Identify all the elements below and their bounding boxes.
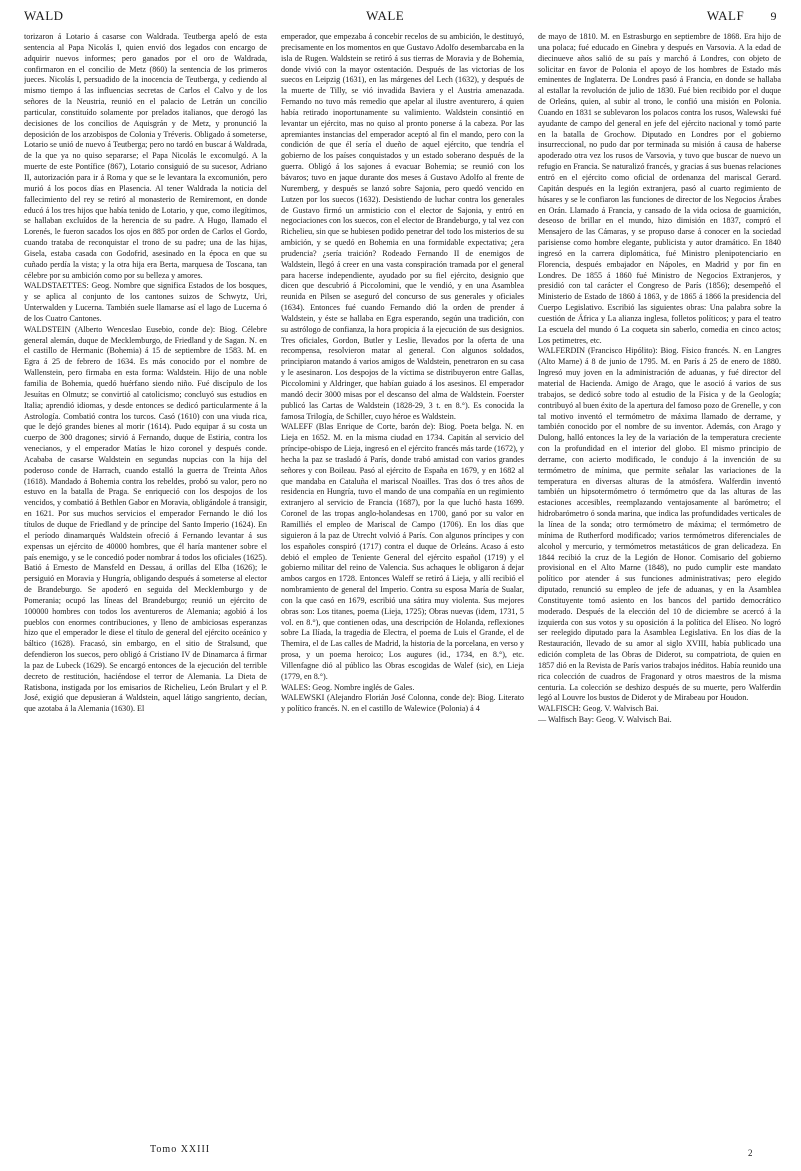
entry-walfisch-bay: — Walfisch Bay: Geog. V. Walvisch Bai. xyxy=(538,715,672,725)
running-header xyxy=(24,8,777,28)
entry-walewski: WALEWSKI (Alejandro Florián José Colonna, conde de): Biog. Literato y político francés. N. en el castillo de Walewice (Polonia) á 4 xyxy=(281,693,524,714)
entry-waleff: WALEFF (Blas Enrique de Corte, barón de): Biog. Poeta belga. N. en Lieja en 1652. M. en la misma ciudad en 1734. Capitán al servicio del príncipe-obispo de Lieja, ingresó en el ejército francés más tarde (1672), y hecha la paz se trasladó á París, donde trabó amistad con varios grandes señores y con Boileau. Pasó al ejército de España en 1679, y en 1682 al que mandaba en Cataluña el mariscal Noailles. Tras dos ó tres años de residencia en Hungría, tuvo el mando de una compañía en un regimiento extranjero al servicio de Francia (1687), por la que luchó hasta 1699. Coronel de las tropas anglo-holandesas en 1700, ganó por su valor en Ramilliés el empleo de Mariscal de Campo (1706). En los días que siguieron á la paz de Utrecht volvió á París. Con algunos príncipes y con los españoles conspiró (1717) contra el duque de Orleáns. Acaso á esto debió el empleo de Teniente General del ejército español (1719) y el gobierno militar del reino de Valencia. Sus achaques le obligaron á dejar ambos cargos en 1728. Entonces Waleff se retiró á Lieja, y allí recibió el nombramiento de general del Imperio. Contra su esposa María de Sualar, con la que casó en 1679, escribió una sátira muy violenta. Sus mejores obras son: Los titanes, poema (Lieja, 1725); Obras nuevas (idem, 1731, 5 vol. en 8.°), que contienen odas, una descripción de Holanda, reflexiones sobre La Ilíada, la tragedia de Electra, el poema de Luis el Grande, el de Themira, el de Las calles de Madrid, la historia de la porcelana, en verso y prosa, y un poema heroico; Los augures (id., 1734, en 8.°), etc. Villenfagne dió al público las Obras escogidas de Walef (sic), en Lieja (1779, en 8.°). xyxy=(281,422,524,681)
entry-waldrada-continued: torizaron á Lotario á casarse con Waldrada. Teutberga apeló de esta sentencia al Papa Nicolás I, quien envió dos legados con encargo de adquirir nuevos informes; pero ganados por el oro de Waldrada, confirmaron en el concilio de Metz (860) la sentencia de los primeros jueces. Nicolás I, persuadido de la inocencia de Teutberga, y cediendo al mismo tiempo á las influencias secretas de Carlos el Calvo y de los señores de la Neustria, reunió en el palacio de Letrán un concilio particular, constituído solamente por prelados italianos, que derogó las decisiones de los concilios de Aquisgrán y de Metz, y pronunció la deposición de los arzobispos de Colonia y Tréveris. Obligado á someterse, Lotario se unió de nuevo á Teutberga; pero no tardó en buscar á Waldrada, de la que ya no quiso separarse; el Papa Nicolás le excomulgó. A la muerte de este Pontífice (867), Lotario consiguió de su sucesor, Adriano II, autorización para ir á Roma y que se le levantara la excomunión, pero murió á los pocos días en Plasencia. Al tener Waldrada la noticia del fallecimiento del rey se retiró al monasterio de Remiremont, en donde educó á los tres hijos que había tenido de Lotario, y que, como ilegítimos, se hallaban excluídos de la herencia de su padre. A Hugo, llamado el Lorenés, le fueron sacados los ojos en 885 por orden de Carlos el Gordo, cuando trataba de reconquistar el trono de su padre; una de las hijas, Gisela, estaba casada con Godofrid, asesinado en la época en que su cuñado perdía la vista; y la otra hija era Berta, marquesa de Toscana, tan célebre por su ambición como por su belleza y amores. xyxy=(24,32,267,280)
entry-waldstein-continued: emperador, que empezaba á concebir recelos de su ambición, le destituyó, precisamente en los momentos en que Gustavo Adolfo desembarcaba en la isla de Rugen. Waldstein se retiró á sus tierras de Moravia y de Bohemia, donde vivió con la mayor ostentación. Después de las victorias de los suecos en Leipzig (1631), en las márgenes del Lech (1632), y después de la muerte de Tilly, se vió invadida Baviera y el Austria amenazada. Fernando no tuvo más remedio que apelar al ilustre aventurero, á quien había retirado inoportunamente su valimiento. Waldstein consintió en levantar un ejército, mas no quiso al pronto ponerse á la cabeza. Por las apremiantes instancias del emperador aceptó al fin el mando, pero con la condición de que él sería el dueño de aquel ejército, que tendría el gobierno de los países conquistados y un estado soberano después de la guerra. Obligó á los sajones á evacuar Bohemia; se reunió con los bávaros; tuvo en jaque durante dos meses á Gustavo Adolfo al frente de Nuremberg, y después se lanzó sobre Sajonia, pero quedó vencido en Lutzen por los suecos (1632). Desistiendo de luchar contra los generales de Gustavo firmó un armisticio con el elector de Sajonia, y entró en negociaciones con los suecos, con el elector de Brandeburgo, y tal vez con Richelieu, sin que se hubiesen podido penetrar del todo los misterios de su ambición, y se quedó en Bohemia en una formidable expectativa; ¿era prudencia? ¿sería traición? Rodeado Fernando II de enemigos de Waldstein, llegó á creer en una vasta conspiración tramada por el general para hacerse independiente, ayudado por su fiel ejército, designio que dicen que descubrió á Piccolomini, que le vendió, y en una Asamblea reunida en Pilsen se aseguró del concurso de sus generales y oficiales (1634). Entonces fué cuando Fernando dió la orden de prender á Waldstein, y éste se hallaba en Egra esperando, según una tradición, con su astrólogo de confianza, la hora propicia á la ejecución de sus designios. Tres oficiales, Gordon, Butler y Leslie, llevados por la oferta de una recompensa, resolvieron matar al general. Con algunos soldados, principiaron matando á varios amigos de Waldstein, penetraron en su casa y le asesinaron. Los despojos de la víctima se distribuyeron entre Gallas, Piccolomini y Aldringer, que habían guiado á los asesinos. El emperador mandó decir 3000 misas por el descanso del alma de Waldstein. Foerster publicó las Cartas de Waldstein (1828-29, 3 t. en 8.°). Es conocida la famosa Trilogía, de Schiller, cuyo héroe es Waldstein. xyxy=(281,32,524,421)
page-number: 9 xyxy=(770,9,777,23)
header-left-word: WALD xyxy=(24,8,64,23)
entry-wales: WALES: Geog. Nombre inglés de Gales. xyxy=(281,682,415,692)
signature-mark: 2 xyxy=(748,1148,753,1158)
text-columns xyxy=(24,32,781,1153)
column-left xyxy=(24,32,267,1153)
column-middle xyxy=(281,32,524,1153)
header-right-word: WALF xyxy=(706,8,745,23)
column-right xyxy=(538,32,781,1153)
entry-walferdin: WALFERDIN (Francisco Hipólito): Biog. Físico francés. N. en Langres (Alto Marne) á 8 de junio de 1795. M. en París á 25 de enero de 1880. Ingresó muy joven en la administración de aduanas, y fué director del material de Hacienda. Amigo de Arago, que le asoció á varios de sus trabajos, se dedicó sobre todo al estudio de la Física y de la Geología; contribuyó al buen éxito de la apertura del famoso pozo de Grenelle, y con tal motivo inventó el termómetro de máxima llamado de derrame, y también conocido por el nombre de su inventor. Además, con Arago y Dulong, halló entonces la ley de la variación de la temperatura creciente con la profundidad en el interior del globo. El mismo principio de derrame, con acierto modificado, le condujo á la invención de su termómetro de mínima, que permite señalar las variaciones de la temperatura en diversas alturas de la atmósfera. Walferdin inventó también un hipsotermómetro ó termómetro que da las alturas de las estaciones accesibles, reemplazando ventajosamente al barómetro; el hidrobarómetro ó sonda marina, que indica las profundidades verticales de la línea de la sonda; otro termómetro de máxima; el termómetro de mínima de Rutherford modificado; varios termómetros diferenciales de alcohol y mercurio, y termómetros metastáticos de gran delicadeza. En 1844 recibió la cruz de la Legión de Honor. Comisario del gobierno provisional en el Alto Marne (1848), no pudo cumplir este mandato político por atender á sus funciones administrativas; pero elegido diputado, renunció su empleo de jefe de aduanas, y en la Asamblea Constituyente tomó asiento en los bancos del partido democrático moderado. Después de la elección del 10 de diciembre se acercó á la izquierda con sus votos y su oposición á la política del Elíseo. No logró ser reelegido diputado para la Asamblea Legislativa. En los días de la Restauración, llevado de su amor al siglo XVIII, había publicado una edición completa de las Obras de Diderot, su compatriota, de quien en 1857 dió en la Revista de París varios trabajos inéditos. Había reunido una rica colección de cuadros de Fragonard y otros maestros de la misma centuria. La colección se deshizo después de su muerte, pero Walferdin legó al Louvre los bustos de Diderot y de Mirabeau por Houdon. xyxy=(538,346,781,703)
entry-walfisch: WALFISCH: Geog. V. Walvisch Bai. xyxy=(538,704,659,714)
entry-walewski-continued: de mayo de 1810. M. en Estrasburgo en septiembre de 1868. Era hijo de una polaca; fué educado en Ginebra y después en Varsovia. A la edad de diecinueve años salió de su país y marchó á Londres, con objeto de solicitar en favor de Polonia el apoyo de los hombres de Estado más eminentes de Inglaterra. De Londres pasó á Francia, en donde se hallaba al estallar la revolución de julio de 1830. Fué bien recibido por el duque de Orleáns, quien, al subir al trono, le confió una misión en Polonia. Cuando en 1831 se sublevaron los polacos contra los rusos, Walewski fué ayudante de campo del general en jefe del ejército nacional y tomó parte en la batalla de Grochow. Diputado en Londres por el gobierno insurreccional, no pudo dar por terminada su misión á causa de haberse apoderado otra vez los rusos de Varsovia, y tuvo que buscar de nuevo un refugio en Francia. Se naturalizó francés, y gracias á sus buenas relaciones entró en el ejército como oficial de ordenanza del mariscal Gerard. Capitán después en la legión extranjera, pasó al cuarto regimiento de húsares y se le confiaron las funciones de director de los Negocios Árabes en Orán. Llamado á Francia, y cansado de la vida ociosa de guarnición, deseoso de brillar en el mundo, hizo dimisión en 1837, compró el Mensajero de las Cámaras, y se propuso darse á conocer en la sociedad parisiense como hombre elegante, publicista y autor dramático. En 1840 ingresó en la carrera diplomática, fué Ministro plenipotenciario en Florencia, después embajador en Nápoles, en Madrid y por fin en Londres. De 1855 á 1860 fué Ministro de Negocios Extranjeros, y presidió con tal carácter el Congreso de París (1856); desempeñó el Ministerio de Estado de 1860 á 1863, y de 1865 á 1866 la presidencia del Cuerpo Legislativo. Escribió las siguientes obras: Una palabra sobre la cuestión de África y La alianza inglesa, folletos políticos; y para el teatro La escuela del mundo ó La coqueta sin saberlo, comedia en cinco actos; Los petimetres, etc. xyxy=(538,32,781,345)
header-center-word: WALE xyxy=(366,8,405,23)
volume-footer: Tomo XXIII xyxy=(150,1144,211,1155)
entry-waldstaettes: WALDSTAETTES: Geog. Nombre que significa Estados de los bosques, y se aplica al conjunto de los cantones suizos de Schwytz, Uri, Unterwalden y Lucerna. También suele llamarse así el lago de Lucerna ó de los Cuatro Cantones. xyxy=(24,281,267,323)
entry-waldstein: WALDSTEIN (Alberto Wenceslao Eusebio, conde de): Biog. Célebre general alemán, duque de Mecklemburgo, de Friedland y de Sagan. N. en el castillo de Hermanic (Bohemia) á 15 de septiembre de 1583. M. en Egra á 25 de febrero de 1634. Es más conocido por el nombre de Wallenstein, pero firmaba en esta forma: Waldstein. Hijo de una noble familia de Bohemia, quedó huérfano siendo niño. Fué discípulo de los Jesuítas en Olmutz; se convirtió al catolicismo; concluyó sus estudios en Italia; aprendió idiomas, y desde entonces se dedicó particularmente á la Astrología. Combatió contra los turcos. Casó (1610) con una viuda rica, que le dejó grandes bienes al morir (1614). Pudo equipar á su costa un cuerpo de 300 dragones; sirvió á Fernando, duque de Estiria, contra los venecianos, y el emperador Matías le hizo coronel y después conde. Acababa de casarse Waldstein en segundas nupcias con la hija del poderoso conde de Harrach, cuando estalló la guerra de Treinta Años (1618). Mandado á Bohemia contra los rebeldes, probó su valor, pero no estuvo en la batalla de Praga. Se enriqueció con los despojos de los vencidos, y combatió á Bethlen Gabor en Moravia, obligándole á transigir, en 1621. Por sus muchos servicios el emperador Fernando le dió los títulos de duque de Friedland y de príncipe del Santo Imperio (1624). En el período dinamarqués Waldstein ofreció á Fernando levantar á sus expensas un ejército de 40000 hombres, que él haría mantener sobre el país enemigo, y se le concedió poder nombrar á todos los oficiales (1625). Batió á Ernesto de Mansfeld en Dessau, á orillas del Elba (1626); le persiguió en Moravia y Hungría, obligando después á someterse al elector de Brandeburgo. Se apoderó en seguida del Mecklemburgo y de Pomerania; ocupó las líneas del Brandeburgo; reunió un ejército de 100000 hombres con todos los aventureros de Alemania; agobió á los pueblos con enormes contribuciones, y lleno de ambiciosas esperanzas hizo que el emperador le diese el título de general del ejército oceánico y báltico (1628). Fracasó, sin embargo, en el sitio de Stralsund, que defendieron los suecos, pero obligó á Cristiano IV de Dinamarca á firmar la paz de Lubeck (1629). Se encargó entonces de la ejecución del terrible decreto de restitución, haciéndose el terror de Alemania. La Dieta de Ratisbona, instigada por los emisarios de Richelieu, León Brulart y el P. José, exigió que depusieran á Waldstein, aquel látigo sangriento, decían, que azotaba á la Alemania (1630). El xyxy=(24,324,267,714)
header-right-group xyxy=(707,8,777,24)
